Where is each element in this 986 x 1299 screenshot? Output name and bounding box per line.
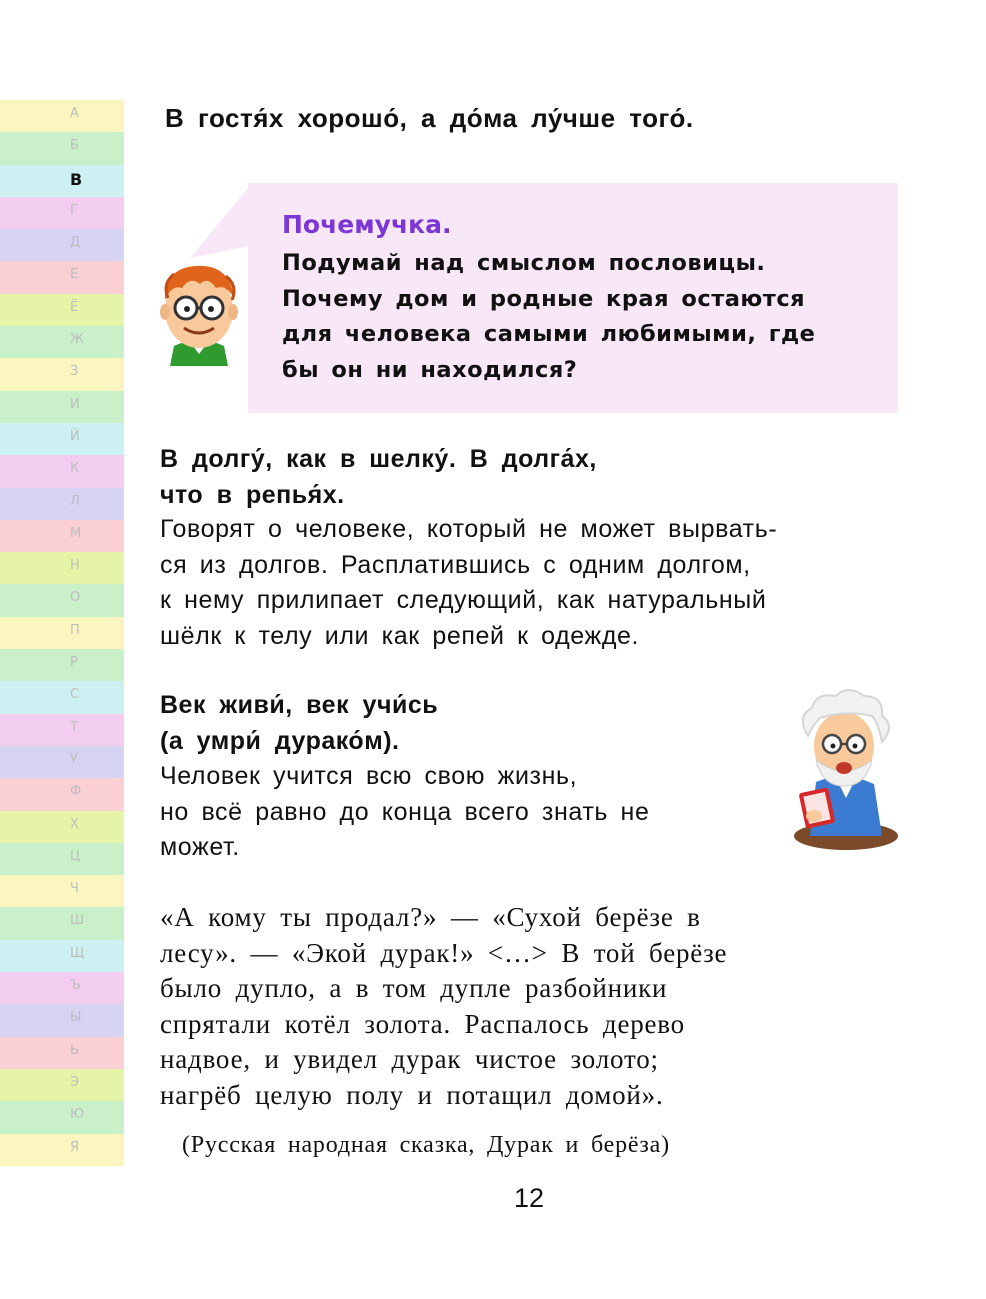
- alphabet-letter-label: Ь: [70, 1042, 79, 1058]
- alphabet-letter: [0, 940, 124, 972]
- text-line: надвое, и увидел дурак чистое золото;: [160, 1044, 659, 1074]
- alphabet-letter: [0, 165, 124, 197]
- alphabet-letter: [0, 1101, 124, 1133]
- text-line: может.: [160, 833, 240, 861]
- alphabet-letter-label: Р: [70, 655, 78, 671]
- alphabet-letter: [0, 811, 124, 843]
- alphabet-letter: [0, 1069, 124, 1101]
- text-line: Говорят о человеке, который не может вырвать-: [160, 515, 778, 543]
- bubble-line: для человека самыми любимыми, где: [282, 321, 816, 347]
- alphabet-letter-label: Э: [70, 1074, 80, 1090]
- alphabet-letter: [0, 455, 124, 487]
- alphabet-letter-label: Л: [70, 493, 80, 509]
- alphabet-letter-label: М: [70, 525, 82, 541]
- alphabet-letter-label: Ж: [70, 332, 85, 348]
- text-line: «А кому ты продал?» — «Сухой берёзе в: [160, 902, 701, 932]
- proverb-explanation-2: [160, 512, 777, 654]
- alphabet-letter: [0, 197, 124, 229]
- alphabet-letter-label: А: [70, 106, 79, 121]
- text-line: но всё равно до конца всего знать не: [160, 797, 650, 826]
- alphabet-letter-label: Г: [70, 202, 78, 218]
- alphabet-letter: [0, 520, 124, 552]
- alphabet-letter-label: Ф: [70, 784, 82, 800]
- heading-line: (а умри́ дурако́м).: [160, 726, 400, 755]
- tale-source: (Русская народная сказка, Дурак и берёза): [182, 1132, 670, 1158]
- alphabet-letter: [0, 907, 124, 939]
- bubble-title: Почемучка.: [282, 210, 452, 239]
- alphabet-letter: [0, 843, 124, 875]
- alphabet-letter: [0, 584, 124, 616]
- alphabet-letter-label: С: [70, 687, 80, 703]
- alphabet-letter: [0, 423, 124, 455]
- proverb-heading-2: [160, 442, 597, 513]
- alphabet-letter: [0, 1134, 124, 1166]
- alphabet-letter-label: Я: [70, 1139, 80, 1155]
- text-line: шёлк к телу или как репей к одежде.: [160, 621, 640, 650]
- text-line: было дупло, а в том дупле разбойники: [160, 973, 668, 1003]
- alphabet-letter: [0, 552, 124, 584]
- page-number: 12: [514, 1183, 545, 1213]
- heading-line: Век живи́, век учи́сь: [160, 691, 439, 719]
- alphabet-letter-label: В: [70, 169, 83, 189]
- alphabet-letter-label: Ю: [70, 1107, 85, 1123]
- alphabet-letter-label: Х: [70, 816, 79, 832]
- alphabet-letter: [0, 326, 124, 358]
- text-line: нагрёб целую полу и потащил домой».: [160, 1079, 664, 1110]
- reading-professor-illustration: [786, 686, 902, 852]
- alphabet-letter-label: Ц: [70, 848, 81, 864]
- bubble-text: [282, 246, 872, 388]
- alphabet-letter: [0, 391, 124, 423]
- alphabet-letter: [0, 358, 124, 390]
- heading-line: что в репья́х.: [160, 480, 345, 509]
- proverb-explanation-3: [160, 759, 649, 866]
- alphabet-letter-label: З: [70, 364, 79, 380]
- alphabet-letter-label: Д: [70, 235, 81, 251]
- alphabet-letter-label: Е: [70, 267, 79, 283]
- alphabet-letter: [0, 649, 124, 681]
- alphabet-letter: [0, 778, 124, 810]
- alphabet-letter: [0, 229, 124, 261]
- alphabet-letter-label: Б: [70, 138, 79, 154]
- alphabet-letter-label: Й: [70, 428, 80, 444]
- bubble-line: бы он ни находился?: [282, 356, 578, 383]
- alphabet-letter-label: Ы: [70, 1010, 82, 1026]
- alphabet-letter: [0, 681, 124, 713]
- alphabet-letter-label: Ч: [70, 881, 79, 897]
- text-line: Человек учится всю свою жизнь,: [160, 762, 578, 790]
- alphabet-letter: [0, 294, 124, 326]
- alphabet-letter: [0, 1037, 124, 1069]
- alphabet-letter: [0, 1004, 124, 1036]
- alphabet-letter-label: О: [70, 590, 81, 606]
- alphabet-letter-label: К: [70, 461, 80, 477]
- alphabet-letter: [0, 132, 124, 164]
- text-line: спрятали котёл золота. Распалось дерево: [160, 1008, 685, 1039]
- alphabet-letter-label: Щ: [70, 945, 85, 961]
- alphabet-letter: [0, 746, 124, 778]
- text-line: к нему прилипает следующий, как натуральный: [160, 586, 767, 614]
- alphabet-letter-label: Т: [70, 719, 78, 735]
- bubble-line: Подумай над смыслом пословицы.: [282, 250, 766, 276]
- alphabet-letter: [0, 261, 124, 293]
- alphabet-letter: [0, 617, 124, 649]
- alphabet-strip: [0, 100, 124, 1166]
- heading-line: В долгу́, как в шелку́. В долга́х,: [160, 445, 597, 473]
- alphabet-letter-label: Ъ: [70, 978, 81, 994]
- alphabet-letter-label: П: [70, 622, 80, 638]
- alphabet-letter-label: У: [70, 751, 78, 767]
- tale-excerpt: [160, 900, 727, 1113]
- boy-with-glasses-illustration: [156, 254, 242, 366]
- alphabet-letter-label: И: [70, 396, 80, 412]
- alphabet-letter: [0, 875, 124, 907]
- proverb-heading-1: В гостя́х хорошо́, а до́ма лу́чше того́.: [165, 103, 694, 133]
- text-line: ся из долгов. Расплатившись с одним долгом,: [160, 550, 751, 579]
- text-line: лесу». — «Экой дурак!» <…> В той берёзе: [160, 937, 728, 968]
- alphabet-letter: [0, 714, 124, 746]
- alphabet-letter-label: Н: [70, 558, 80, 574]
- proverb-heading-3: [160, 688, 438, 759]
- bubble-line: Почему дом и родные края остаются: [282, 285, 806, 312]
- alphabet-letter-label: Ё: [70, 299, 79, 315]
- alphabet-letter: [0, 488, 124, 520]
- alphabet-letter-label: Ш: [70, 913, 84, 929]
- alphabet-letter: [0, 972, 124, 1004]
- alphabet-letter: [0, 100, 124, 132]
